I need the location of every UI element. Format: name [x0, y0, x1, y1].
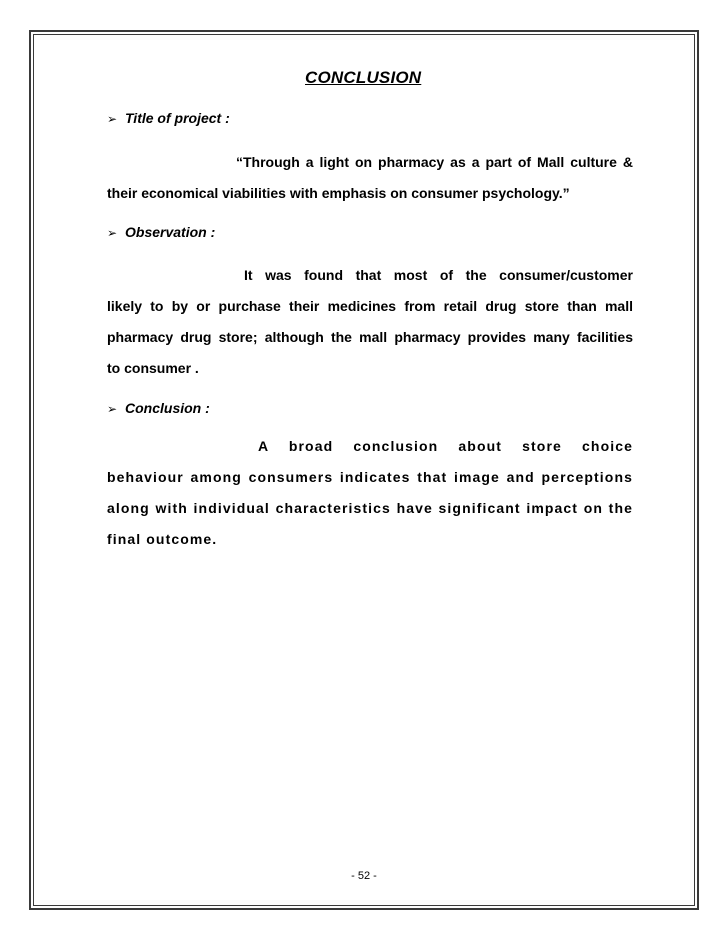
- conclusion-paragraph: [107, 431, 633, 555]
- paragraph-line: “Through a light on pharmacy as a part of Mall culture &: [236, 154, 633, 170]
- section-heading-label: Observation :: [125, 224, 216, 240]
- page-title: CONCLUSION: [305, 68, 422, 87]
- section-heading-label: Title of project :: [125, 110, 230, 126]
- section-heading-label: Conclusion :: [125, 400, 210, 416]
- arrow-bullet-icon: ➢: [107, 226, 118, 240]
- paragraph-line: likely to by or purchase their medicines from retail drug store than mall: [107, 298, 633, 314]
- observation-paragraph: [107, 260, 633, 384]
- paragraph-line: behaviour among consumers indicates that image and perceptions: [107, 469, 633, 485]
- paragraph-line: pharmacy drug store; although the mall pharmacy provides many facilities: [107, 329, 633, 345]
- arrow-bullet-icon: ➢: [107, 402, 118, 416]
- paragraph-line: A broad conclusion about store choice: [258, 438, 633, 454]
- section-heading-title-of-project: [107, 110, 230, 126]
- section-heading-conclusion: [107, 400, 210, 416]
- paragraph-line: along with individual characteristics have significant impact on the: [107, 500, 633, 516]
- project-title-paragraph: [107, 147, 633, 209]
- paragraph-line: final outcome.: [107, 531, 218, 547]
- arrow-bullet-icon: ➢: [107, 112, 118, 126]
- page-number: - 52 -: [351, 870, 377, 882]
- paragraph-line: It was found that most of the consumer/customer: [244, 267, 633, 283]
- paragraph-line: their economical viabilities with emphasis on consumer psychology.”: [107, 185, 570, 201]
- section-heading-observation: [107, 224, 215, 240]
- paragraph-line: to consumer .: [107, 360, 199, 376]
